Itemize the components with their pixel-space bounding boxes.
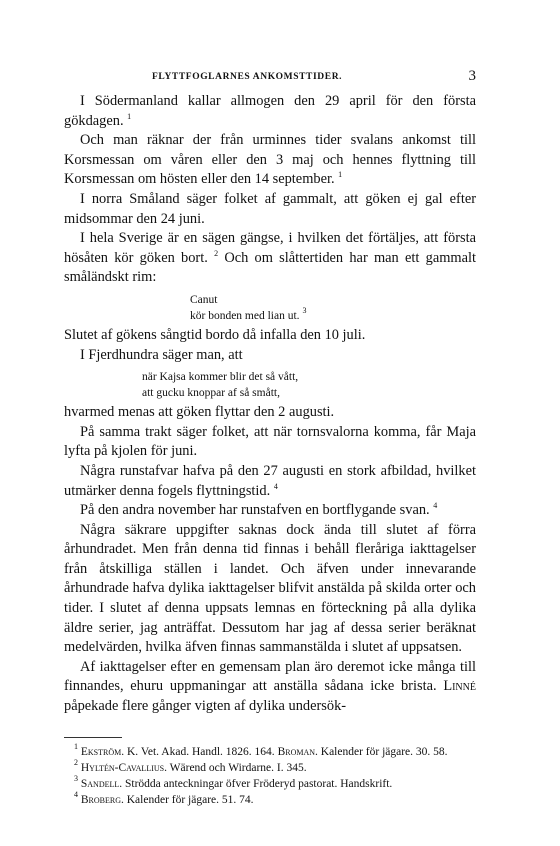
paragraph: hvarmed menas att göken flyttar den 2 augusti.: [64, 404, 335, 421]
paragraph: Af iakttagelser efter en gemensam plan äro deremot icke många till finnandes, ehuru uppmaningar att anställa sådana icke brista. Linné påpekade flere gånger vigten af dylika undersök-: [64, 658, 476, 715]
paragraph: På den andra november har runstafven en bortflygande svan. $^4$: [80, 501, 438, 519]
page-header: [64, 68, 476, 92]
footnote: $^4$ Broberg. Kalender för jägare. 51. 74.: [74, 789, 254, 806]
paragraph: I hela Sverige är en sägen gängse, i hvilken det förtäljes, att första hösåten kör göken bort. $^2$ Och om slåttertiden har man ett gammalt småländskt rim:: [64, 230, 476, 286]
paragraph: Några runstafvar hafva på den 27 augusti en stork afbildad, hvilket utmärker denna fogels flyttningstid. $^4$: [64, 462, 476, 499]
paragraph: Och man räknar der från urminnes tider svalans ankomst till Korsmessan om våren eller den 3 maj och hennes flyttning till Korsmessan om hösten eller den 14 september. $^1$: [64, 132, 476, 188]
paragraph: I Södermanland kallar allmogen den 29 april för den första gökdagen. $^1$: [64, 93, 476, 129]
paragraph: På samma trakt säger folket, att när tornsvalorna komma, får Maja lyfta på kjolen för juni.: [64, 423, 476, 460]
paragraph: Slutet af gökens sångtid bordo då infalla den 10 juli.: [64, 326, 366, 343]
verse-line: kör bonden med lian ut. $^3$: [190, 305, 307, 322]
footnote: $^3$ Sandell. Strödda anteckningar öfver Fröderyd pastorat. Handskrift.: [74, 773, 393, 790]
paragraph: I norra Småland säger folket af gammalt, att göken ej gal efter midsommar den 24 juni.: [64, 190, 476, 227]
running-head: FLYTTFOGLARNES ANKOMSTTIDER.: [152, 72, 343, 82]
paragraph: I Fjerdhundra säger man, att: [80, 346, 243, 363]
verse-quote: [64, 369, 476, 401]
verse-line: när Kajsa kommer blir det så vått,: [142, 371, 299, 384]
footnotes: [64, 741, 476, 808]
verse-line: att gucku knoppar af så smått,: [142, 387, 280, 400]
paragraph: Några säkrare uppgifter saknas dock ända till slutet af förra århundradet. Men från denna tid finnas i behåll fleråriga iakttagelser från åtskilliga ställen i landet. Och äfven under innevarande århundrade hafva dylika iakttagelser blifvit anstälda på skilda orter och tider. I slutet af denna uppsats lemnas en förteckning på alla dylika äldre serier, jag anträffat. Dessutom har jag af dessa serier beräknat medelvärden, hvilka äfven finnas sammanstälda i slutet af uppsatsen.: [64, 521, 476, 656]
verse-quote: [64, 292, 476, 324]
footnote: $^1$ Ekström. K. Vet. Akad. Handl. 1826. 164. Broman. Kalender för jägare. 30. 58.: [74, 741, 448, 758]
footnote-divider: [64, 737, 122, 738]
verse-line: Canut: [190, 293, 218, 306]
footnote: $^2$ Hyltén-Cavallius. Wärend och Wirdarne. I. 345.: [74, 757, 307, 774]
body-text: [64, 92, 476, 717]
page-number: 3: [468, 68, 476, 84]
page: [64, 68, 476, 808]
